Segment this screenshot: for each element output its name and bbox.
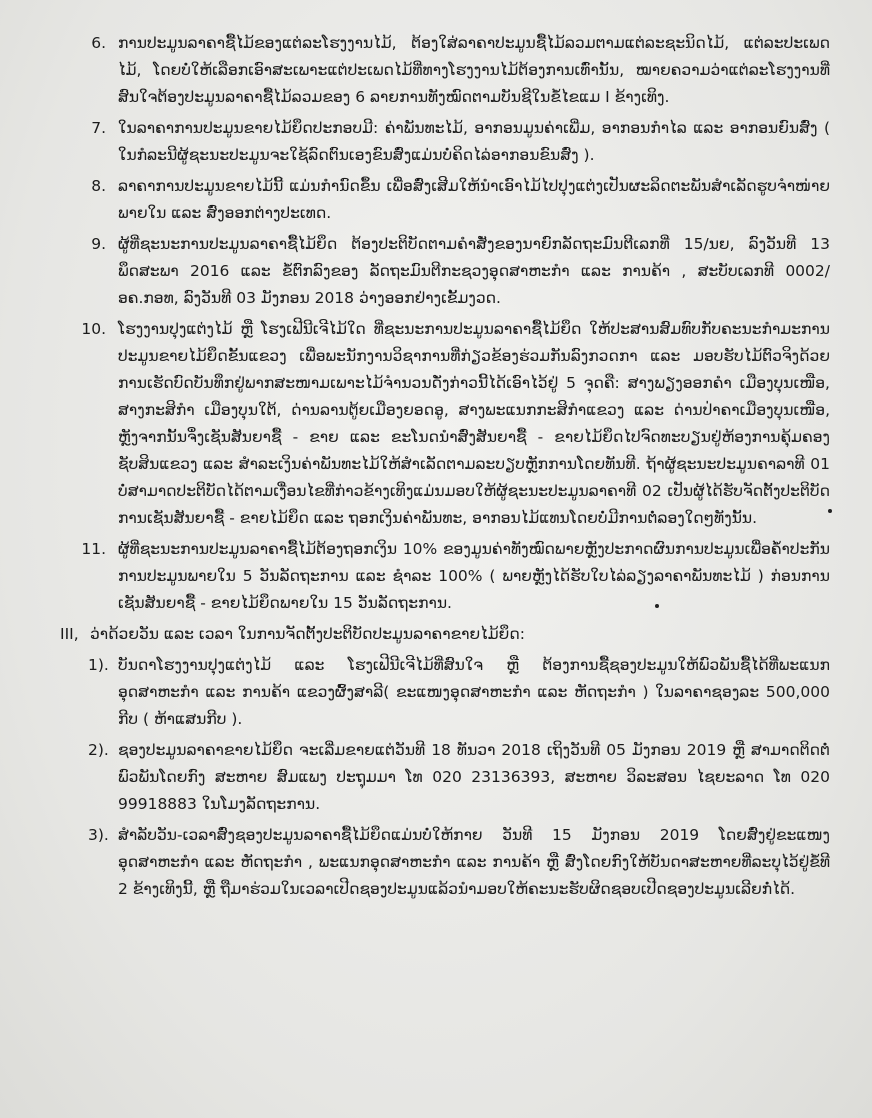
item-text: ໃນລາຄາການປະມູນຂາຍໄມ້ຍຶດປະກອບມີ: ຄ່າພັນທະໄມ້, ອາກອນມູນຄ່າເພີ່ມ, ອາກອນກຳໄລ ແລະ ອາກອນຍົນສົ່ງ ( ໃນກໍລະນີຜູ້ຊະນະປະມູນຈະໃຊ້ລົດຕົນເອງຂົນສົ່ງແມ່ນບໍ່ຄິດໄລ່ອາກອນຂົນສົ່ງ ). — [118, 119, 830, 164]
item-number: 6. — [91, 34, 106, 52]
list-item-7 — [60, 115, 830, 169]
sub-item-number: 3). — [88, 826, 109, 844]
list-item-6 — [60, 30, 830, 111]
item-number: 10. — [81, 320, 106, 338]
item-text: ການປະມູນລາຄາຊື້ໄມ້ຂອງແຕ່ລະໂຮງງານໄມ້, ຕ້ອງໃສ່ລາຄາປະມູນຊື້ໄມ້ລວມຕາມແຕ່ລະຊະນິດໄມ້, ແຕ່ລະປະເພດໄມ້, ໂດຍບໍ່ໃຫ້ເລືອກເອົາສະເພາະແຕ່ປະເພດໄມ້ທີ່ທາງໂຮງງານໄມ້ຕ້ອງການເທົ່ານັ້ນ, ໝາຍຄວາມວ່າແຕ່ລະໂຮງງານທີ່ສົນໃຈຕ້ອງປະມູນລາຄາຊື້ໄມ້ລວມຂອງ 6 ລາຍການທັງໝົດຕາມບັນຊີໃນຂໍ້ໄຂແມ I ຂ້າງເທິງ. — [118, 34, 830, 106]
item-number: 11. — [81, 540, 106, 558]
section-title: ວ່າດ້ວຍວັນ ແລະ ເວລາ ໃນການຈັດຕັ້ງປະຕິບັດປະມູນລາຄາຂາຍໄມ້ຍຶດ: — [90, 625, 525, 643]
item-number: 9. — [91, 235, 106, 253]
stray-mark — [828, 509, 832, 513]
section-heading-iii — [60, 621, 830, 648]
sub-item-3 — [60, 822, 830, 903]
sub-item-2 — [60, 737, 830, 818]
item-number: 7. — [91, 119, 106, 137]
sub-item-text: ຊອງປະມູນລາຄາຂາຍໄມ້ຍຶດ ຈະເລີ່ມຂາຍແຕ່ວັນທີ 18 ທັນວາ 2018 ເຖິງວັນທີ 05 ມັງກອນ 2019 ຫຼື ສາມາດຕິດຕໍ່ພົວພັນໂດຍກົງ ສະຫາຍ ສົມແພງ ປະຖຸມມາ ໂທ 020 23136393, ສະຫາຍ ວິລະສອນ ໄຊຍະລາດ ໂທ 020 99918883 ໃນໂມງລັດຖະການ. — [118, 741, 830, 813]
item-text: ຜູ້ທີ່ຊະນະການປະມູນລາຄາຊື້ໄມ້ຍຶດ ຕ້ອງປະຕິບັດຕາມຄຳສັ່ງຂອງນາຍົກລັດຖະມົນຕີເລກທີ່ 15/ນຍ, ລົງວັນທີ 13 ພຶດສະພາ 2016 ແລະ ຂໍ້ຕົກລົງຂອງ ລັດຖະມົນຕີກະຊວງອຸດສາຫະກຳ ແລະ ການຄ້າ , ສະບັບເລກທີ 0002/ອຄ.ກອທ, ລົງວັນທີ 03 ມັງກອນ 2018 ວ່າງອອກຢ່າງເຂັ້ມງວດ. — [118, 235, 830, 307]
sub-item-text: ບັນດາໂຮງງານປຸງແຕ່ງໄມ້ ແລະ ໂຮງເຟີນີເຈີໄມ້ທີ່ສົນໃຈ ຫຼື ຕ້ອງການຊື້ຊອງປະມູນໃຫ້ພົວພັນຊື້ໄດ້ທີ່ພະແນກອຸດສາຫະກຳ ແລະ ການຄ້າ ແຂວງຜົ້ງສາລີ( ຂະແໜງອຸດສາຫະກຳ ແລະ ຫັດຖະກຳ ) ໃນລາຄາຊອງລະ 500,000 ກີບ ( ຫ້າແສນກີບ ). — [118, 656, 830, 728]
document-body — [60, 30, 830, 907]
sub-item-1 — [60, 652, 830, 733]
item-number: 8. — [91, 177, 106, 195]
section-number: III, — [60, 625, 79, 643]
item-text: ໂຮງງານປຸງແຕ່ງໄມ້ ຫຼື ໂຮງເຟີນີເຈີໄມ້ໃດ ທີ່ຊະນະການປະມູນລາຄາຊື້ໄມ້ຍຶດ ໃຫ້ປະສານສົມທົບກັບຄະນະກຳມະການປະມູນຂາຍໄມ້ຍຶດຂັ້ນແຂວງ ເພື່ອພະນັກງານວິຊາການທີ່ກ່ຽວຂ້ອງຮ່ວມກັນລົງກວດກາ ແລະ ມອບຮັບໄມ້ຕົວຈິງດ້ວຍການເຮັດບົດບັນທຶກຢູ່ພາກສະໜາມເພາະໄມ້ຈຳນວນດັ່ງກ່າວນີ້ໄດ້ເອົາໄວ້ຢູ່ 5 ຈຸດຄື: ສາງພຽງອອກຄຳ ເມືອງບຸນເໜືອ, ສາງກະສິກຳ ເມືອງບຸນໃຕ້, ດ່ານລານຕູ້ຍເມືອງຍອດອູ, ສາງພະແນກກະສິກຳແຂວງ ແລະ ດ່ານປ່າຄາເມືອງບຸນເໜືອ, ຫຼັງຈາກນັ້ນຈຶ່ງເຊັນສັນຍາຊື້ - ຂາຍ ແລະ ຂະໂນດນຳສົ່ງສັນຍາຊື້ - ຂາຍໄມ້ຍຶດໄປຈົດທະບຽນຢູ່ຫ້ອງການຄຸ້ມຄອງຊັບສິນແຂວງ ແລະ ສຳລະເງິນຄ່າພັນທະໄມ້ໃຫ້ສຳເລັດຕາມລະບຽບຫຼັກການໂດຍທັນທີ. ຖ້າຜູ້ຊະນະປະມູນຄາລາທີ 01 ບໍ່ສາມາດປະຕິບັດໄດ້ຕາມເງື່ອນໄຂທີ່ກ່າວຂ້າງເທິງແມ່ນມອບໃຫ້ຜູ້ຊະນະປະມູນລາຄາທີ 02 ເປັນຜູ້ໄດ້ຮັບຈັດຕັ້ງປະຕິບັດການເຊັນສັນຍາຊື້ - ຂາຍໄມ້ຍຶດ ແລະ ຖອກເງິນຄ່າພັນທະ, ອາກອນໄມ້ແທນໂດຍບໍ່ມີການຕໍ່ລອງໃດໆທັງນັ້ນ. — [118, 320, 830, 527]
sub-item-number: 1). — [88, 656, 109, 674]
list-item-9 — [60, 231, 830, 312]
item-text: ຜູ້ທີ່ຊະນະການປະມູນລາຄາຊື້ໄມ້ຕ້ອງຖອກເງິນ 10% ຂອງມູນຄ່າທັງໝົດພາຍຫຼັງປະກາດຜົນການປະມູນເພື່ອຄ້ຳປະກັນການປະມູນພາຍໃນ 5 ວັນລັດຖະການ ແລະ ຊຳລະ 100% ( ພາຍຫຼັງໄດ້ຮັບໃບໄລ່ລຽງລາຄາພັນທະໄມ້ ) ກ່ອນການເຊັນສັນຍາຊື້ - ຂາຍໄມ້ຍຶດພາຍໃນ 15 ວັນລັດຖະການ. — [118, 540, 830, 612]
item-text: ລາຄາການປະມູນຂາຍໄມ້ນີ້ ແມ່ນກຳນົດຂຶ້ນ ເພື່ອສົ່ງເສີມໃຫ້ນຳເອົາໄມ້ໄປປຸງແຕ່ງເປັນຜະລິດຕະພັນສຳເລັດຮູບຈຳໜ່າຍພາຍໃນ ແລະ ສົ່ງອອກຕ່າງປະເທດ. — [118, 177, 830, 222]
sub-item-number: 2). — [88, 741, 109, 759]
stray-mark — [655, 604, 659, 608]
list-item-10 — [60, 316, 830, 532]
list-item-11 — [60, 536, 830, 617]
list-item-8 — [60, 173, 830, 227]
sub-item-text: ສຳລັບວັນ-ເວລາສົ່ງຊອງປະມູນລາຄາຊື້ໄມ້ຍຶດແມ່ນບໍ່ໃຫ້ກາຍ ວັນທີ 15 ມັງກອນ 2019 ໂດຍສົ່ງຢູ່ຂະແໜງອຸດສາຫະກຳ ແລະ ຫັດຖະກຳ , ພະແນກອຸດສາຫະກຳ ແລະ ການຄ້າ ຫຼື ສົ່ງໂດຍກົງໃຫ້ບັນດາສະຫາຍທີ່ລະບຸໄວ້ຢູ່ຂໍ້ທີ 2 ຂ້າງເທິງນີ້, ຫຼື ຖືມາຮ່ວມໃນເວລາເປີດຊອງປະມູນແລ້ວນຳມອບໃຫ້ຄະນະຮັບຜິດຊອບເປີດຊອງປະມູນເລີຍກໍ່ໄດ້. — [118, 826, 830, 898]
